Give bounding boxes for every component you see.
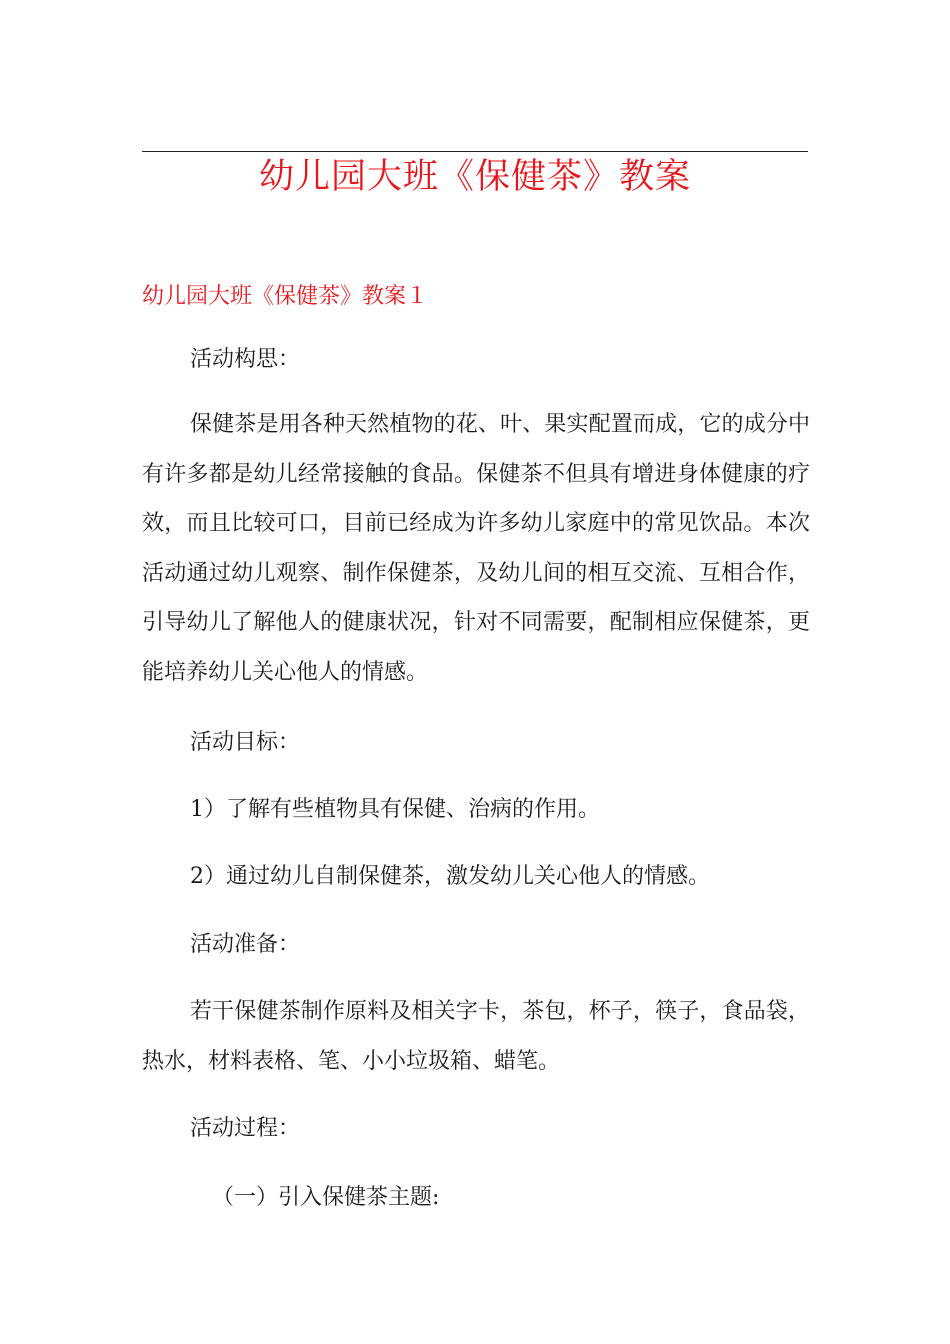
concept-label: 活动构思： bbox=[190, 347, 301, 372]
section-heading: 幼儿园大班《保健茶》教案１ bbox=[142, 284, 429, 309]
goal-item-2: 2）通过幼儿自制保健茶，激发幼儿关心他人的情感。 bbox=[190, 864, 710, 889]
process-step-1: （一）引入保健茶主题: bbox=[212, 1185, 440, 1210]
document-title: 幼儿园大班《保健茶》教案 bbox=[258, 157, 691, 197]
concept-body: 保健茶是用各种天然植物的花、叶、果实配置而成，它的成分中有许多都是幼儿经常接触的食品。保健茶不但具有增进身体健康的疗效，而且比较可口，目前已经成为许多幼儿家庭中的常见饮品。本次活动通过幼儿观察、制作保健茶，及幼儿间的相互交流、互相合作，引导幼儿了解他人的健康状况，针对不同需要，配制相应保健茶，更能培养幼儿关心他人的情感。 bbox=[142, 412, 810, 685]
goal-item-1: 1）了解有些植物具有保健、治病的作用。 bbox=[190, 797, 600, 822]
prep-label: 活动准备： bbox=[190, 932, 301, 957]
process-label: 活动过程： bbox=[190, 1116, 301, 1141]
prep-body: 若干保健茶制作原料及相关字卡，茶包，杯子，筷子，食品袋，热水，材料表格、笔、小小垃圾箱、蜡笔。 bbox=[142, 999, 810, 1074]
goal-label: 活动目标： bbox=[190, 730, 301, 755]
